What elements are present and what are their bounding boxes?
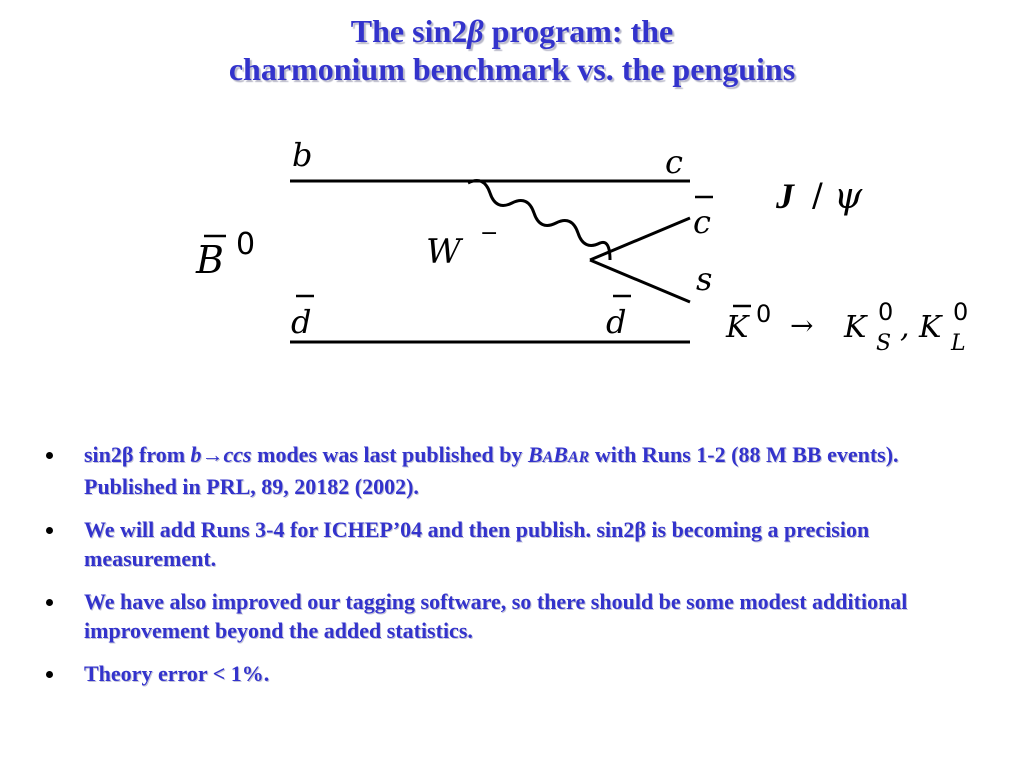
bullet-1-text-c: with Runs 1-2 (88 M BB events). Published in PRL, 89, 20182 (2002).: [84, 442, 899, 499]
bullet-1-text-b: modes was last published by: [251, 442, 528, 467]
bullet-dot-icon: [46, 527, 53, 534]
label-cbar: c: [693, 203, 711, 241]
bullet-item-2: [40, 515, 980, 573]
title-line-1: [0, 12, 1024, 50]
label-dbar-left: d: [291, 303, 312, 341]
bullet-item-3: [40, 587, 980, 645]
label-kbar-sup: 0: [756, 300, 772, 328]
label-b: b: [292, 136, 313, 174]
label-ks: K: [844, 310, 867, 345]
title-beta: β: [467, 13, 484, 49]
bullet-dot-icon: [46, 599, 53, 606]
label-w: W: [426, 232, 461, 272]
babar-a1: A: [542, 449, 554, 466]
bullet-1-ccs: ccs: [223, 442, 252, 467]
label-bbar-sup: 0: [236, 227, 256, 262]
label-kl-sub: L: [951, 331, 966, 356]
s-quark-line: [590, 260, 690, 302]
bullet-1-text-a: sin2β from: [84, 442, 191, 467]
slide-title: [0, 12, 1024, 88]
babar-b1: B: [527, 442, 543, 467]
label-c: c: [665, 143, 683, 181]
bullet-dot-icon: [46, 452, 53, 459]
bullet-item-4: [40, 659, 980, 688]
label-kbar: K: [726, 310, 749, 345]
cbar-quark-line: [590, 218, 690, 260]
bullet-list: [40, 440, 980, 702]
label-dbar-right: d: [606, 303, 627, 341]
label-ks-sup: 0: [878, 298, 894, 326]
title-line-2: charmonium benchmark vs. the penguins: [228, 51, 796, 87]
label-comma: ,: [900, 310, 910, 345]
bullet-4-text: Theory error < 1%.: [84, 661, 270, 686]
label-psi: ψ: [834, 176, 863, 217]
label-bbar: B: [196, 238, 224, 282]
label-arrow: →: [790, 309, 814, 342]
bullet-item-1: [40, 440, 980, 501]
label-s: s: [696, 260, 713, 298]
label-kl: K: [919, 310, 942, 345]
bullet-3-text: We have also improved our tagging software, so there should be some modest additional improvement beyond the added statistics.: [84, 589, 908, 643]
label-j: J: [776, 176, 794, 216]
babar-ar: AR: [567, 449, 590, 466]
bullet-1-b: b: [190, 442, 202, 467]
label-ks-sub: S: [876, 331, 892, 356]
bullet-dot-icon: [46, 671, 53, 678]
bullet-2-text: We will add Runs 3-4 for ICHEP’04 and then publish. sin2β is becoming a precision measurement.: [84, 517, 870, 571]
babar-b2: B: [553, 442, 568, 467]
title-prefix: The sin2: [350, 13, 468, 49]
label-kl-sup: 0: [953, 298, 969, 326]
bullet-1-arrow-icon: →: [201, 442, 224, 467]
babar-logo: [528, 442, 589, 467]
label-w-charge: −: [480, 221, 499, 246]
title-suffix: program: the: [483, 13, 674, 49]
label-slash: /: [812, 176, 823, 214]
feynman-diagram: [0, 120, 1024, 380]
